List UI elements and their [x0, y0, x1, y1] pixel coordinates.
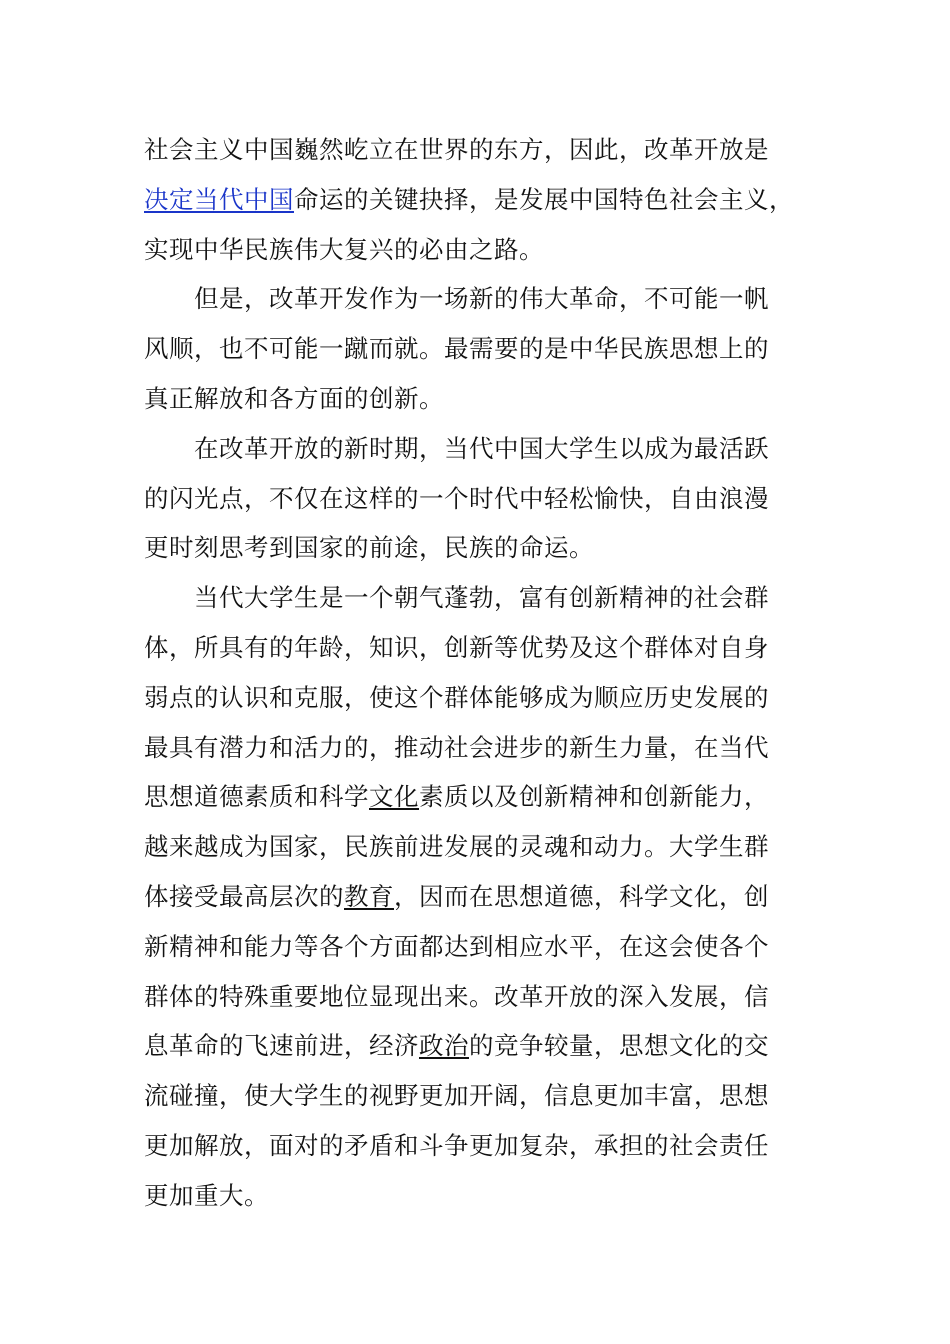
text-line	[144, 474, 794, 524]
text-segment: 更加解放，面对的矛盾和斗争更加复杂，承担的社会责任	[144, 1130, 769, 1160]
paragraph-first-line	[144, 424, 794, 474]
text-segment: 新精神和能力等各个方面都达到相应水平，在这会使各个	[144, 931, 769, 961]
text-line	[144, 623, 794, 673]
text-line	[144, 772, 794, 822]
text-segment: ，因而在思想道德，科学文化，创	[394, 881, 769, 911]
text-segment: 息革命的飞速前进，经济	[144, 1031, 419, 1061]
underlined-link-wenhua[interactable]: 文化	[369, 782, 419, 812]
text-segment: 更加重大。	[144, 1180, 269, 1210]
text-segment: 思想道德素质和科学	[144, 782, 369, 812]
text-segment: 风顺，也不可能一蹴而就。最需要的是中华民族思想上的	[144, 334, 769, 364]
text-line	[144, 1021, 794, 1071]
text-line	[144, 972, 794, 1022]
text-line	[144, 324, 794, 374]
text-line	[144, 125, 794, 175]
text-segment: 素质以及创新精神和创新能力，	[419, 782, 769, 812]
text-segment: 命运的关键抉择，是发展中国特色社会主义，	[294, 184, 794, 214]
text-segment: 流碰撞，使大学生的视野更加开阔，信息更加丰富，思想	[144, 1081, 769, 1111]
text-segment: 真正解放和各方面的创新。	[144, 383, 444, 413]
text-segment: 更时刻思考到国家的前途，民族的命运。	[144, 533, 594, 563]
text-line	[144, 1071, 794, 1121]
text-line	[144, 673, 794, 723]
text-line	[144, 1121, 794, 1171]
text-line	[144, 523, 794, 573]
text-line	[144, 374, 794, 424]
text-line	[144, 822, 794, 872]
text-segment: 但是，改革开发作为一场新的伟大革命，不可能一帆	[194, 284, 769, 314]
paragraph-first-line	[144, 274, 794, 324]
text-line	[144, 872, 794, 922]
text-segment: 社会主义中国巍然屹立在世界的东方，因此，改革开放是	[144, 135, 769, 164]
text-segment: 体，所具有的年龄，知识，创新等优势及这个群体对自身	[144, 632, 769, 662]
text-segment: 在改革开放的新时期，当代中国大学生以成为最活跃	[194, 433, 769, 463]
underlined-link-jiaoyu[interactable]: 教育	[344, 881, 394, 911]
text-segment: 最具有潜力和活力的，推动社会进步的新生力量，在当代	[144, 732, 769, 762]
underlined-link-zhengzhi[interactable]: 政治	[419, 1031, 469, 1061]
text-segment: 当代大学生是一个朝气蓬勃，富有创新精神的社会群	[194, 583, 769, 613]
paragraph-first-line	[144, 573, 794, 623]
text-line	[144, 1171, 794, 1221]
text-line	[144, 175, 794, 225]
document-body	[144, 125, 794, 1221]
text-segment: 越来越成为国家，民族前进发展的灵魂和动力。大学生群	[144, 832, 769, 862]
text-segment: 体接受最高层次的	[144, 881, 344, 911]
text-segment: 群体的特殊重要地位显现出来。改革开放的深入发展，信	[144, 981, 769, 1011]
text-segment: 实现中华民族伟大复兴的必由之路。	[144, 234, 544, 264]
text-segment: 的闪光点，不仅在这样的一个时代中轻松愉快，自由浪漫	[144, 483, 769, 513]
text-segment: 的竞争较量，思想文化的交	[469, 1031, 769, 1061]
hyperlink-dangdai-zhongguo[interactable]: 决定当代中国	[144, 184, 294, 214]
text-line	[144, 225, 794, 275]
text-segment: 弱点的认识和克服，使这个群体能够成为顺应历史发展的	[144, 682, 769, 712]
text-line	[144, 922, 794, 972]
text-line	[144, 723, 794, 773]
